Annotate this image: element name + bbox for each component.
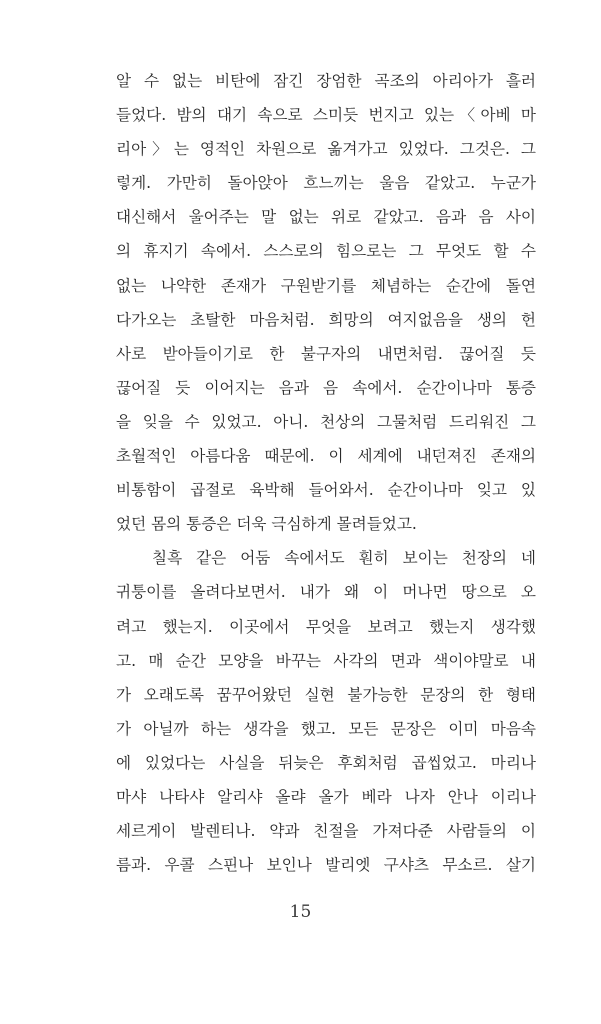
text-line: 렇게. 가만히 돌아앉아 흐느끼는 울음 같았고. 누군가 xyxy=(116,174,536,193)
text-line: 알 수 없는 비탄에 잠긴 장엄한 곡조의 아리아가 흘러 xyxy=(116,72,536,90)
text-line: 다가오는 초탈한 마음처럼. 희망의 여지없음을 생의 헌 xyxy=(116,310,536,329)
text-line: 끊어질 듯 이어지는 음과 음 속에서. 순간이나마 통증 xyxy=(116,378,536,397)
text-line: 에 있었다는 사실을 뒤늦은 후회처럼 곱씹었고. 마리나 xyxy=(116,753,536,772)
text-line: 초월적인 아름다움 때문에. 이 세계에 내던져진 존재의 xyxy=(116,447,536,466)
page-number: 15 xyxy=(289,902,312,922)
text-line: 사로 받아들이기로 한 불구자의 내면처럼. 끊어질 듯 xyxy=(116,344,536,363)
text-line: 세르게이 발렌티나. 약과 친절을 가져다준 사람들의 이 xyxy=(116,822,536,841)
text-line: 마샤 나타샤 알리샤 올랴 올가 베라 나자 안나 이리나 xyxy=(116,787,536,806)
text-line: 가 아닐까 하는 생각을 했고. 모든 문장은 이미 마음속 xyxy=(116,719,536,738)
text-line: 칠흑 같은 어둠 속에서도 훤히 보이는 천장의 네 xyxy=(152,549,536,568)
text-line: 름과. 우콜 스핀나 보인나 발리엣 구샤츠 무소르. 살기 xyxy=(116,856,536,875)
text-line: 을 잊을 수 있었고. 아니. 천상의 그물처럼 드리워진 그 xyxy=(116,412,536,431)
text-line: 없는 나약한 존재가 구원받기를 체념하는 순간에 돌연 xyxy=(116,276,536,295)
text-line: 었던 몸의 통증은 더욱 극심하게 몰려들었고. xyxy=(116,515,417,534)
text-line: 들었다. 밤의 대기 속으로 스미듯 번지고 있는〈아베 마 xyxy=(116,106,536,125)
text-line: 리아〉는 영적인 차원으로 옮겨가고 있었다. 그것은. 그 xyxy=(116,140,536,159)
body-text xyxy=(116,64,536,882)
text-line: 고. 매 순간 모양을 바꾸는 사각의 면과 색이야말로 내 xyxy=(116,651,536,670)
text-line: 비통함이 곱절로 육박해 들어와서. 순간이나마 잊고 있 xyxy=(116,481,536,500)
text-line: 대신해서 울어주는 말 없는 위로 같았고. 음과 음 사이 xyxy=(116,208,536,227)
text-line: 가 오래도록 꿈꾸어왔던 실현 불가능한 문장의 한 형태 xyxy=(116,685,536,704)
text-line: 려고 했는지. 이곳에서 무엇을 보려고 했는지 생각했 xyxy=(116,617,536,636)
text-line: 의 휴지기 속에서. 스스로의 힘으로는 그 무엇도 할 수 xyxy=(116,242,536,261)
text-line: 귀퉁이를 올려다보면서. 내가 왜 이 머나먼 땅으로 오 xyxy=(116,583,536,602)
